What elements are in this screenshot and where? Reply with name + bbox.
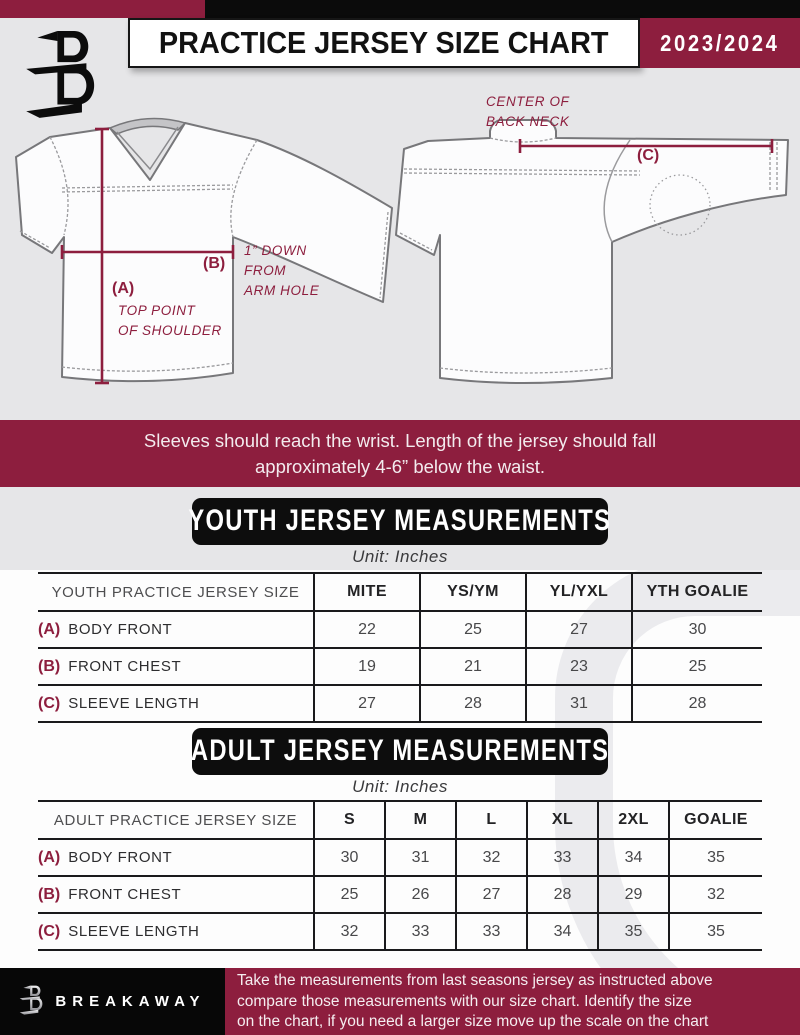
brand-name: BREAKAWAY: [55, 993, 206, 1010]
jersey-diagram: [0, 85, 800, 420]
breakaway-b-logo-icon: [24, 24, 102, 141]
table-header-row: YOUTH PRACTICE JERSEY SIZE MITE YS/YM YL/YXL YTH GOALIE: [38, 573, 762, 611]
label-b: (B): [203, 255, 226, 272]
page-title: PRACTICE JERSEY SIZE CHART: [159, 25, 609, 60]
note-a: TOP POINT OF SHOULDER: [118, 303, 222, 338]
season-label: 2023/2024: [660, 29, 780, 56]
back-jersey-drawing: [396, 120, 788, 383]
footer-brand-panel: [0, 968, 225, 1035]
youth-size-table: [38, 572, 762, 723]
table-row: (B) FRONT CHEST 19 21 23 25: [38, 648, 762, 685]
adult-unit-label: Unit: Inches: [352, 777, 448, 796]
header-maroon-strip: [0, 0, 205, 18]
table-row: (A) BODY FRONT 30 31 32 33 34 35: [38, 839, 762, 876]
breakaway-b-logo-small-icon: [19, 983, 45, 1021]
front-jersey-drawing: [16, 119, 392, 383]
youth-section-title: YOUTH JERSEY MEASUREMENTS: [192, 498, 608, 545]
title-box: [128, 18, 640, 68]
adult-section-title: ADULT JERSEY MEASUREMENTS: [192, 728, 608, 775]
label-c: (C): [637, 147, 660, 164]
season-badge: [640, 18, 800, 68]
adult-size-table: [38, 800, 762, 951]
table-row: (C) SLEEVE LENGTH 32 33 33 34 35 35: [38, 913, 762, 950]
youth-unit-label: Unit: Inches: [352, 547, 448, 566]
note-c: CENTER OF BACK NECK: [486, 94, 570, 129]
footer-instructions: Take the measurements from last seasons jersey as instructed above compare those measurements with our size chart. Identify the size on the chart, if you need a larger size move up the scale on the chart: [225, 968, 800, 1035]
table-header-row: ADULT PRACTICE JERSEY SIZE S M L XL 2XL GOALIE: [38, 801, 762, 839]
note-b: 1” DOWN FROM ARM HOLE: [244, 243, 320, 298]
table-row: (C) SLEEVE LENGTH 27 28 31 28: [38, 685, 762, 722]
table-row: (B) FRONT CHEST 25 26 27 28 29 32: [38, 876, 762, 913]
table-row: (A) BODY FRONT 22 25 27 30: [38, 611, 762, 648]
label-a: (A): [112, 280, 135, 297]
header-black-strip: [205, 0, 800, 18]
fit-instructions-banner: Sleeves should reach the wrist. Length of the jersey should fall approximately 4-6” below the waist.: [0, 420, 800, 487]
